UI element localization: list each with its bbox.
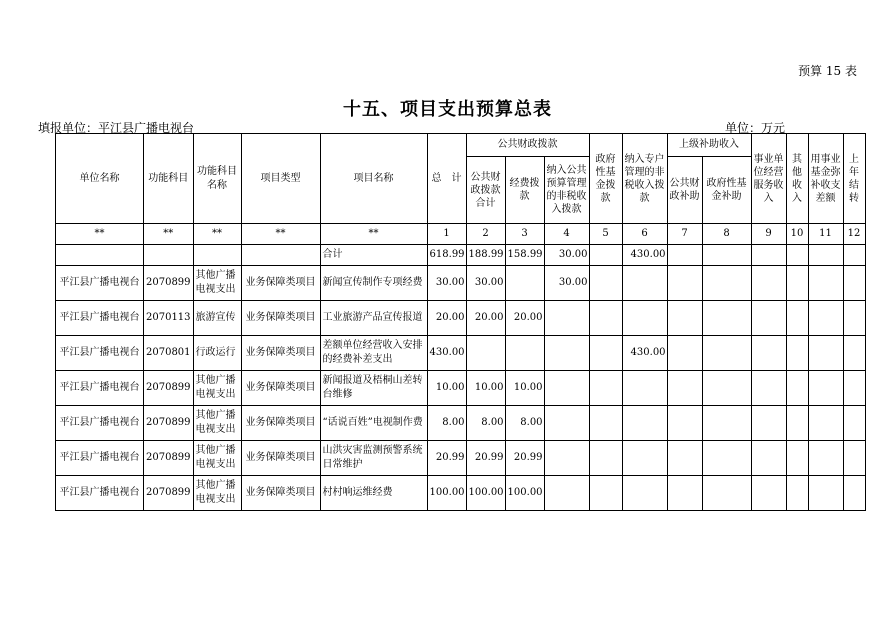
- index-row: [56, 224, 866, 245]
- amount-cell: [786, 371, 808, 406]
- index-cell: 10: [786, 224, 808, 245]
- amount-cell: 30.00: [544, 266, 589, 301]
- header-gov-fund: 政府性基金拨款: [589, 134, 622, 224]
- amount-cell: [667, 476, 702, 511]
- func-name-cell: 行政运行: [193, 336, 241, 371]
- project-type-cell: 业务保障类项目: [241, 441, 320, 476]
- amount-cell: 20.00: [427, 301, 466, 336]
- header-total: 总 计: [427, 134, 466, 224]
- index-cell: **: [56, 224, 144, 245]
- func-code-cell: 2070899: [144, 406, 194, 441]
- amount-cell: 100.00: [466, 476, 505, 511]
- header-carry-over: 上年结转: [843, 134, 865, 224]
- amount-cell: [544, 441, 589, 476]
- amount-cell: [589, 336, 622, 371]
- total-value-cell: [702, 245, 751, 266]
- amount-cell: [843, 336, 865, 371]
- index-cell: 3: [505, 224, 544, 245]
- header-public-fiscal: 公共财政拨款: [466, 134, 589, 157]
- amount-cell: [808, 476, 843, 511]
- amount-cell: [751, 266, 786, 301]
- header-up-public: 公共财政补助: [667, 157, 702, 224]
- total-value-cell: [808, 245, 843, 266]
- total-value-cell: 430.00: [622, 245, 667, 266]
- amount-cell: [505, 266, 544, 301]
- total-value-cell: 30.00: [544, 245, 589, 266]
- amount-cell: [589, 371, 622, 406]
- amount-cell: [589, 301, 622, 336]
- index-cell: 8: [702, 224, 751, 245]
- amount-cell: 30.00: [466, 266, 505, 301]
- header-pf-expense: 经费拨款: [505, 157, 544, 224]
- project-name-cell: 工业旅游产品宣传报道: [320, 301, 427, 336]
- amount-cell: [544, 476, 589, 511]
- func-code-cell: 2070899: [144, 371, 194, 406]
- header-special-nontax: 纳入专户管理的非税收入拨款: [622, 134, 667, 224]
- amount-cell: [622, 406, 667, 441]
- amount-cell: [751, 371, 786, 406]
- amount-cell: [808, 301, 843, 336]
- amount-cell: [589, 476, 622, 511]
- func-name-cell: 其他广播电视支出: [193, 476, 241, 511]
- amount-cell: [843, 371, 865, 406]
- index-cell: 9: [751, 224, 786, 245]
- header-up-gov: 政府性基金补助: [702, 157, 751, 224]
- amount-cell: [808, 371, 843, 406]
- func-code-cell: 2070899: [144, 441, 194, 476]
- index-cell: 1: [427, 224, 466, 245]
- amount-cell: 430.00: [622, 336, 667, 371]
- amount-cell: [667, 371, 702, 406]
- total-value-cell: 188.99: [466, 245, 505, 266]
- total-value-cell: 158.99: [505, 245, 544, 266]
- project-name-cell: 差额单位经营收入安排的经费补差支出: [320, 336, 427, 371]
- total-value-cell: [667, 245, 702, 266]
- project-type-cell: 业务保障类项目: [241, 266, 320, 301]
- amount-cell: [667, 266, 702, 301]
- index-cell: 6: [622, 224, 667, 245]
- total-row: [56, 245, 866, 266]
- amount-cell: 20.99: [505, 441, 544, 476]
- amount-cell: [751, 336, 786, 371]
- page-title: 十五、项目支出预算总表: [343, 99, 552, 120]
- table-row: [56, 441, 866, 476]
- amount-cell: [751, 476, 786, 511]
- func-code-cell: 2070899: [144, 476, 194, 511]
- amount-cell: [702, 441, 751, 476]
- project-type-cell: 业务保障类项目: [241, 406, 320, 441]
- project-type-cell: 业务保障类项目: [241, 336, 320, 371]
- amount-cell: [843, 476, 865, 511]
- total-value-cell: [589, 245, 622, 266]
- amount-cell: [622, 266, 667, 301]
- amount-cell: [751, 406, 786, 441]
- amount-cell: [667, 441, 702, 476]
- amount-cell: [702, 371, 751, 406]
- index-cell: **: [144, 224, 194, 245]
- index-cell: 12: [843, 224, 865, 245]
- amount-cell: [843, 406, 865, 441]
- amount-cell: [622, 301, 667, 336]
- amount-cell: [702, 266, 751, 301]
- amount-cell: 100.00: [505, 476, 544, 511]
- header-project-name: 项目名称: [320, 134, 427, 224]
- amount-cell: [786, 336, 808, 371]
- index-cell: 2: [466, 224, 505, 245]
- amount-cell: [786, 301, 808, 336]
- project-type-cell: 业务保障类项目: [241, 301, 320, 336]
- amount-cell: [808, 441, 843, 476]
- amount-cell: [589, 266, 622, 301]
- index-cell: 5: [589, 224, 622, 245]
- amount-cell: [702, 336, 751, 371]
- amount-cell: 20.99: [466, 441, 505, 476]
- amount-cell: 20.00: [466, 301, 505, 336]
- amount-cell: [544, 301, 589, 336]
- index-cell: 11: [808, 224, 843, 245]
- index-cell: **: [320, 224, 427, 245]
- header-pf-nontax: 纳入公共预算管理的非税收入拨款: [544, 157, 589, 224]
- amount-cell: [808, 266, 843, 301]
- amount-cell: 20.99: [427, 441, 466, 476]
- amount-cell: 20.00: [505, 301, 544, 336]
- amount-cell: 10.00: [466, 371, 505, 406]
- amount-cell: [786, 476, 808, 511]
- func-name-cell: 其他广播电视支出: [193, 371, 241, 406]
- table-row: [56, 371, 866, 406]
- amount-cell: [544, 406, 589, 441]
- index-cell: 4: [544, 224, 589, 245]
- header-project-type: 项目类型: [241, 134, 320, 224]
- amount-cell: [808, 406, 843, 441]
- project-type-cell: 业务保障类项目: [241, 476, 320, 511]
- amount-cell: [589, 441, 622, 476]
- func-name-cell: 其他广播电视支出: [193, 266, 241, 301]
- table-row: [56, 406, 866, 441]
- amount-cell: [786, 406, 808, 441]
- unit-name-cell: 平江县广播电视台: [56, 476, 144, 511]
- amount-cell: [786, 266, 808, 301]
- amount-cell: [843, 441, 865, 476]
- amount-cell: [843, 301, 865, 336]
- func-name-cell: 旅游宣传: [193, 301, 241, 336]
- unit-name-cell: 平江县广播电视台: [56, 371, 144, 406]
- amount-cell: [751, 441, 786, 476]
- unit-name-cell: 平江县广播电视台: [56, 406, 144, 441]
- header-business-income: 事业单位经营服务收入: [751, 134, 786, 224]
- total-value-cell: [843, 245, 865, 266]
- amount-cell: 8.00: [427, 406, 466, 441]
- amount-cell: 8.00: [466, 406, 505, 441]
- amount-cell: [702, 301, 751, 336]
- amount-cell: [544, 336, 589, 371]
- amount-cell: [667, 406, 702, 441]
- amount-cell: 8.00: [505, 406, 544, 441]
- table-row: [56, 301, 866, 336]
- project-name-cell: “话说百姓”电视制作费: [320, 406, 427, 441]
- table-row: [56, 476, 866, 511]
- filler-unit: 填报单位：平江县广播电视台: [38, 121, 195, 135]
- amount-cell: [667, 336, 702, 371]
- amount-cell: [589, 406, 622, 441]
- unit-name-cell: 平江县广播电视台: [56, 266, 144, 301]
- header-other-income: 其他收入: [786, 134, 808, 224]
- index-cell: 7: [667, 224, 702, 245]
- project-name-cell: 新闻宣传制作专项经费: [320, 266, 427, 301]
- total-label: 合计: [320, 245, 427, 266]
- total-value-cell: 618.99: [427, 245, 466, 266]
- header-fund-balance: 用事业基金弥补收支差额: [808, 134, 843, 224]
- amount-cell: [808, 336, 843, 371]
- amount-cell: 100.00: [427, 476, 466, 511]
- index-cell: **: [193, 224, 241, 245]
- total-value-cell: [786, 245, 808, 266]
- amount-cell: [622, 371, 667, 406]
- amount-cell: [751, 301, 786, 336]
- unit-name-cell: 平江县广播电视台: [56, 441, 144, 476]
- amount-cell: [544, 371, 589, 406]
- project-name-cell: 山洪灾害监测预警系统日常维护: [320, 441, 427, 476]
- amount-unit: 单位：万元: [725, 121, 786, 135]
- table-row: [56, 266, 866, 301]
- amount-cell: 10.00: [427, 371, 466, 406]
- amount-cell: 430.00: [427, 336, 466, 371]
- table-row: [56, 336, 866, 371]
- amount-cell: [622, 476, 667, 511]
- project-type-cell: 业务保障类项目: [241, 371, 320, 406]
- index-cell: **: [241, 224, 320, 245]
- project-name-cell: 新闻报道及梧桐山差转台维修: [320, 371, 427, 406]
- header-func-subject: 功能科目: [144, 134, 194, 224]
- header-upper-subsidy: 上级补助收入: [667, 134, 751, 157]
- amount-cell: 10.00: [505, 371, 544, 406]
- amount-cell: [622, 441, 667, 476]
- amount-cell: [702, 406, 751, 441]
- amount-cell: [843, 266, 865, 301]
- amount-cell: [786, 441, 808, 476]
- amount-cell: [466, 336, 505, 371]
- header-unit-name: 单位名称: [56, 134, 144, 224]
- func-code-cell: 2070899: [144, 266, 194, 301]
- amount-cell: [505, 336, 544, 371]
- amount-cell: [702, 476, 751, 511]
- func-name-cell: 其他广播电视支出: [193, 441, 241, 476]
- func-code-cell: 2070113: [144, 301, 194, 336]
- total-value-cell: [751, 245, 786, 266]
- func-code-cell: 2070801: [144, 336, 194, 371]
- header-func-name: 功能科目名称: [193, 134, 241, 224]
- table-number-label: 预算 15 表: [798, 64, 857, 78]
- amount-cell: 30.00: [427, 266, 466, 301]
- unit-name-cell: 平江县广播电视台: [56, 336, 144, 371]
- budget-table: [55, 133, 866, 511]
- amount-cell: [667, 301, 702, 336]
- header-pf-total: 公共财政拨款合计: [466, 157, 505, 224]
- unit-name-cell: 平江县广播电视台: [56, 301, 144, 336]
- project-name-cell: 村村响运维经费: [320, 476, 427, 511]
- func-name-cell: 其他广播电视支出: [193, 406, 241, 441]
